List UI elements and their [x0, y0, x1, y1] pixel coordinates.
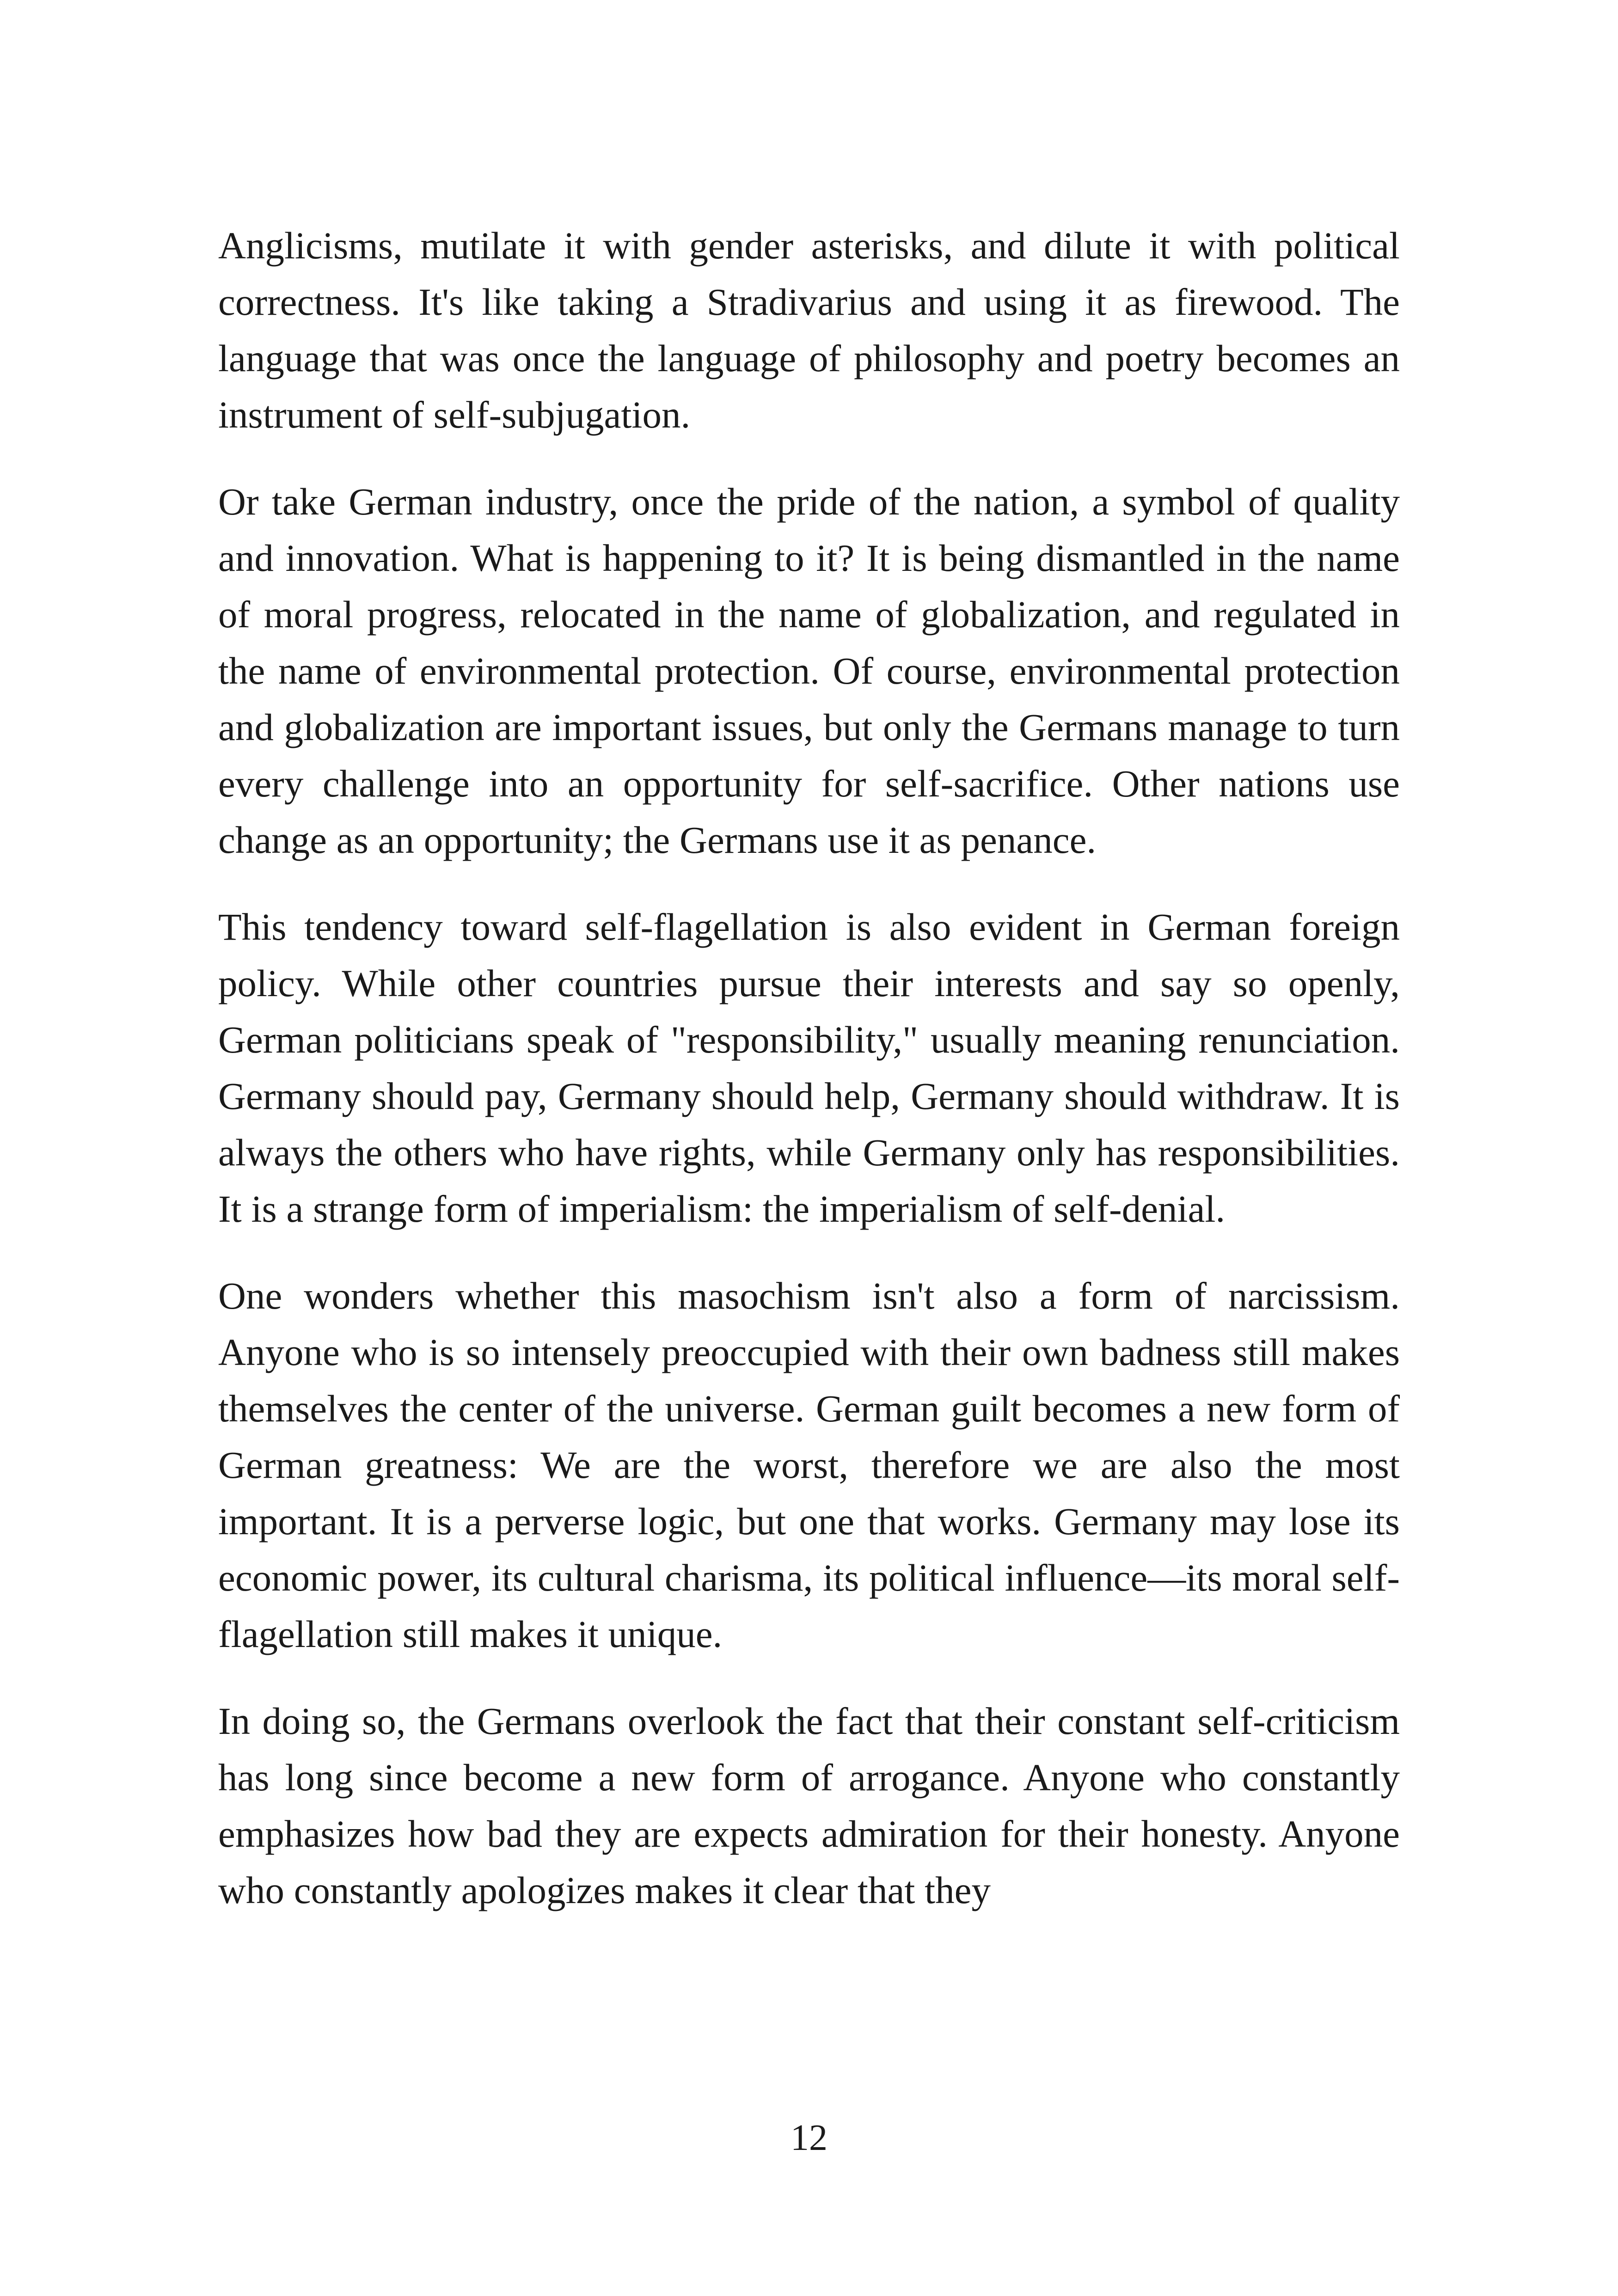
paragraph-1: Anglicisms, mutilate it with gender asterisks, and dilute it with political correctness. It's like taking a Stradivarius and using it as firewood. The language that was once the language of philosophy and poetry becomes an instrument of self-subjugation. — [218, 224, 1400, 436]
page-number: 12 — [791, 2118, 827, 2158]
body-text — [218, 217, 1400, 1918]
paragraph-5: In doing so, the Germans overlook the fact that their constant self-criticism has long since become a new form of arrogance. Anyone who constantly emphasizes how bad they are expects admiration for their honesty. Anyone who constantly apologizes makes it clear that they — [218, 1700, 1400, 1911]
paragraph-2: Or take German industry, once the pride of the nation, a symbol of quality and innovation. What is happening to it? It is being dismantled in the name of moral progress, relocated in the name of globalization, and regulated in the name of environmental protection. Of course, environmental protection and globalization are important issues, but only the Germans manage to turn every challenge into an opportunity for self-sacrifice. Other nations use change as an opportunity; the Germans use it as penance. — [218, 480, 1400, 861]
paragraph-4: One wonders whether this masochism isn't also a form of narcissism. Anyone who is so intensely preoccupied with their own badness still makes themselves the center of the universe. German guilt becomes a new form of German greatness: We are the worst, therefore we are also the most important. It is a perverse logic, but one that works. Germany may lose its economic power, its cultural charisma, its political influence—its moral self-flagellation still makes it unique. — [218, 1274, 1400, 1655]
paragraph-3: This tendency toward self-flagellation is also evident in German foreign policy. While other countries pursue their interests and say so openly, German politicians speak of "responsibility," usually meaning renunciation. Germany should pay, Germany should help, Germany should withdraw. It is always the others who have rights, while Germany only has responsibilities. It is a strange form of imperialism: the imperialism of self-denial. — [218, 906, 1400, 1230]
